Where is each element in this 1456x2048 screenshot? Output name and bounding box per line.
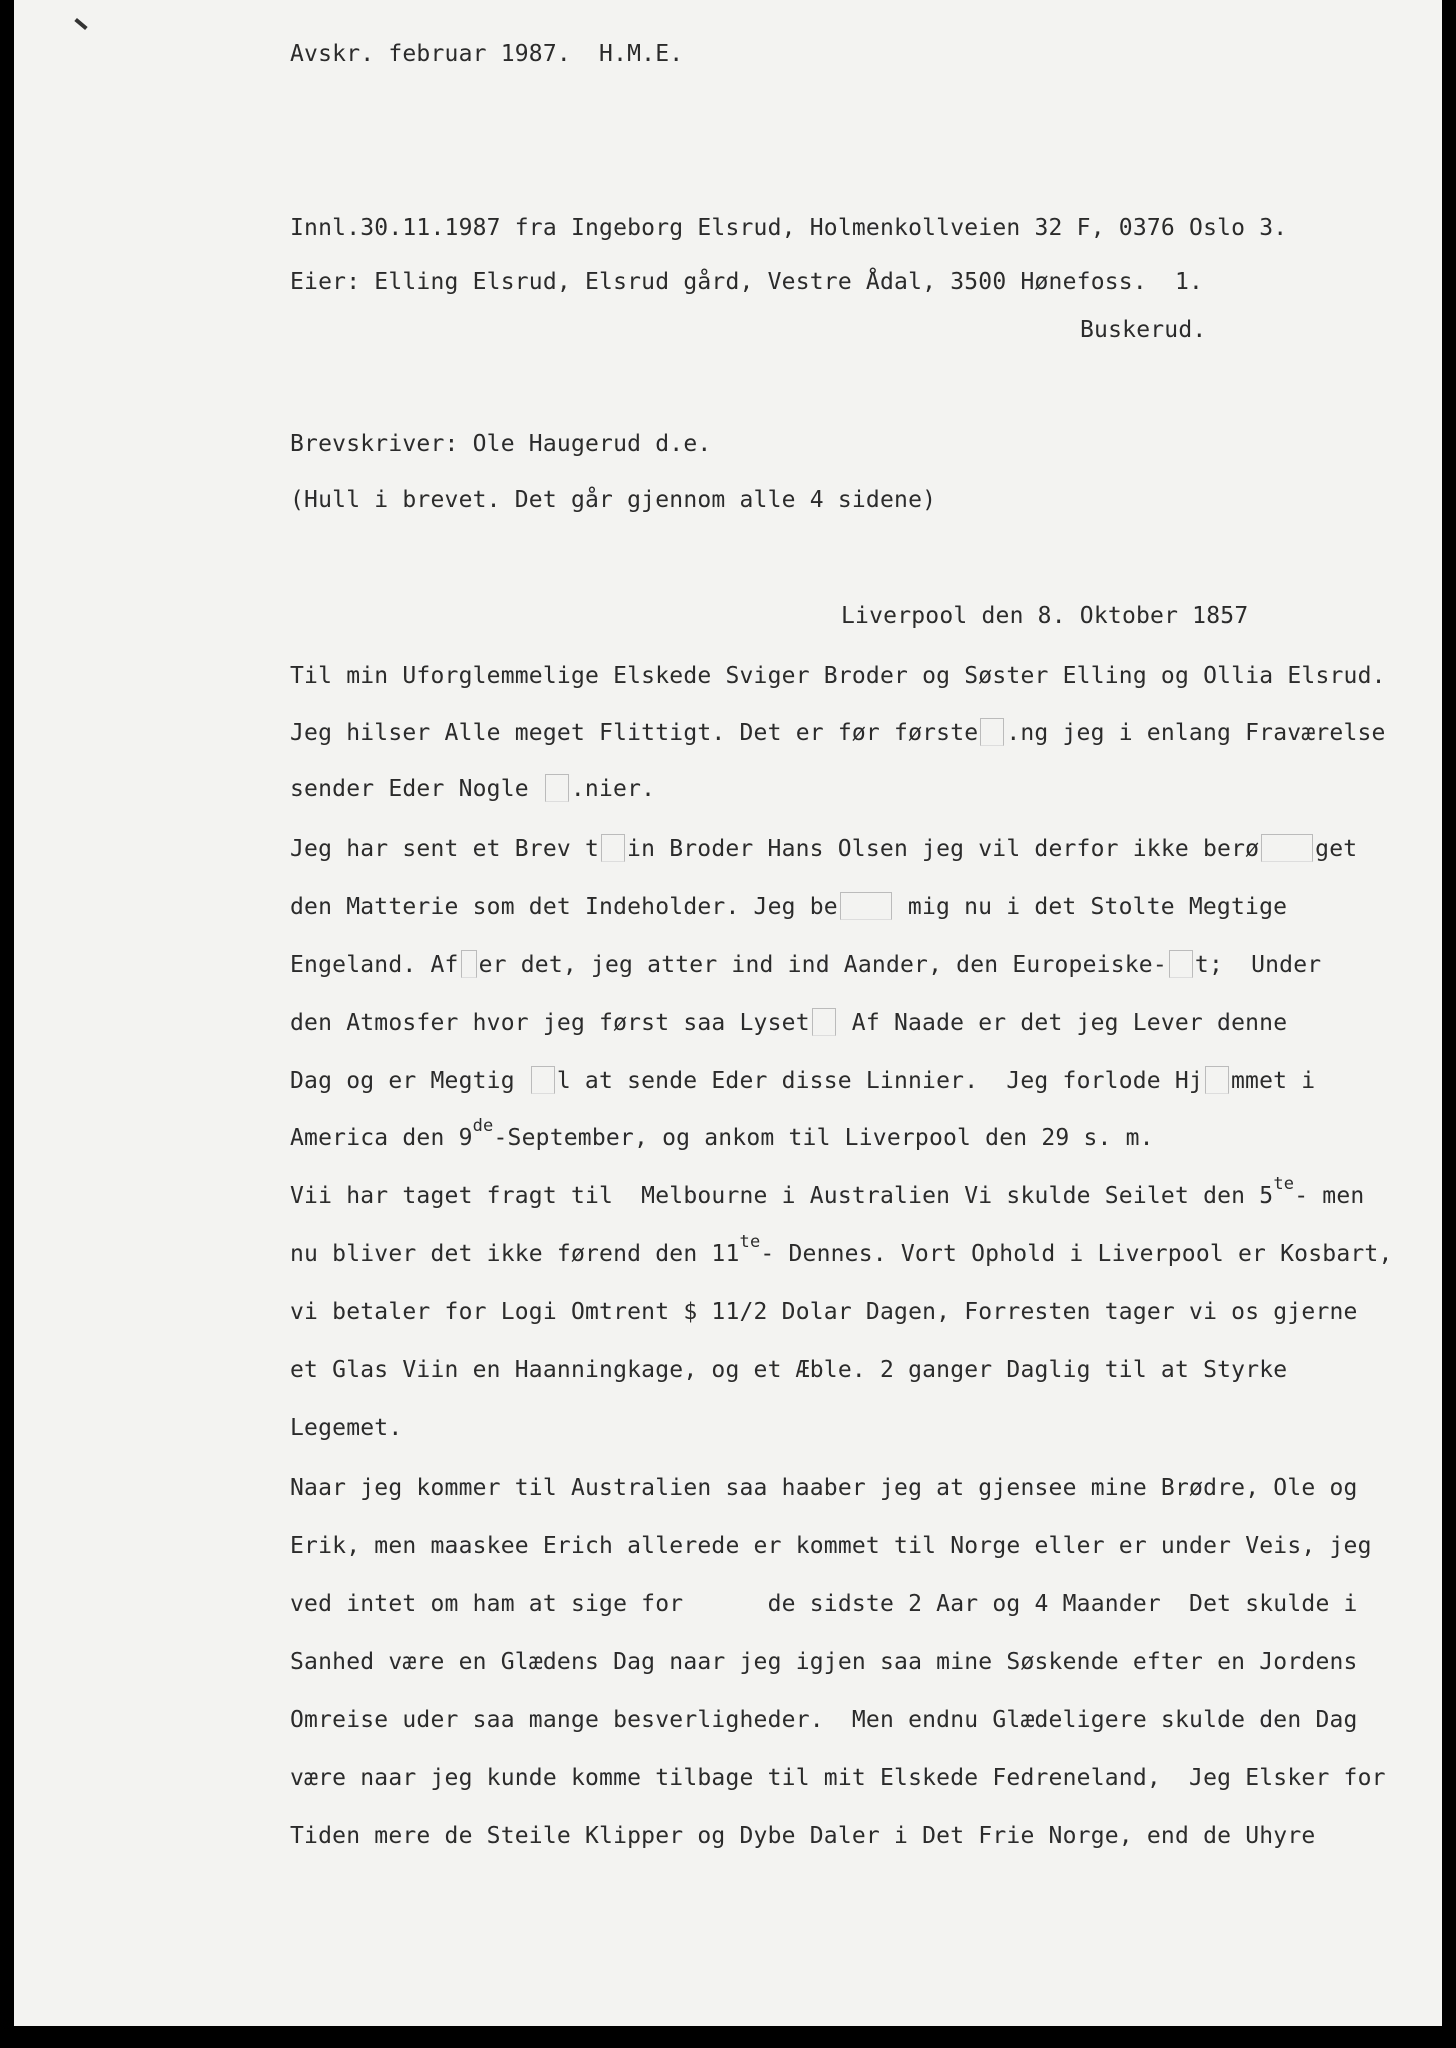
hole-gap bbox=[461, 950, 477, 978]
text-segment: l at sende Eder disse Linnier. Jeg forlode Hj bbox=[556, 1068, 1203, 1094]
text-segment: .ng jeg i enlang Fraværelse bbox=[1006, 720, 1386, 746]
text-segment: mig nu i det Stolte Megtige bbox=[893, 894, 1288, 920]
letter-line bbox=[290, 892, 1287, 921]
text-segment: - Dennes. Vort Ophold i Liverpool er Kosbart, bbox=[760, 1241, 1393, 1267]
letter-line: ved intet om ham at sige for de sidste 2 Aar og 4 Maander Det skulde i bbox=[290, 1591, 1358, 1617]
letter-dateline: Liverpool den 8. Oktober 1857 bbox=[841, 603, 1249, 629]
hole-gap bbox=[980, 718, 1004, 746]
text-segment: den Matterie som det Indeholder. Jeg be bbox=[290, 894, 838, 920]
letter-line bbox=[290, 1116, 1154, 1154]
superscript: te bbox=[1273, 1174, 1295, 1194]
text-segment: nu bliver det ikke førend den 11 bbox=[290, 1241, 740, 1267]
letter-line bbox=[290, 1174, 1365, 1212]
hole-note: (Hull i brevet. Det går gjennom alle 4 sidene) bbox=[290, 487, 937, 513]
text-segment: Dag og er Megtig bbox=[290, 1068, 515, 1094]
text-segment: get bbox=[1315, 836, 1358, 862]
text-segment: den Atmosfer hvor jeg først saa Lyset bbox=[290, 1010, 810, 1036]
hole-gap bbox=[531, 1066, 555, 1094]
writer-line: Brevskriver: Ole Haugerud d.e. bbox=[290, 431, 712, 457]
hole-gap bbox=[1205, 1066, 1229, 1094]
letter-line bbox=[290, 834, 1357, 863]
letter-line: Naar jeg kommer til Australien saa haaber jeg at gjensee mine Brødre, Ole og bbox=[290, 1475, 1358, 1501]
letter-line: Sanhed være en Glædens Dag naar jeg igjen saa mine Søskende efter en Jordens bbox=[290, 1649, 1358, 1675]
hole-gap bbox=[1169, 950, 1193, 978]
hole-gap bbox=[545, 774, 569, 802]
letter-line: Omreise uder saa mange besverligheder. Men endnu Glædeligere skulde den Dag bbox=[290, 1707, 1358, 1733]
superscript: te bbox=[739, 1232, 761, 1252]
letter-line: Til min Uforglemmelige Elskede Sviger Broder og Søster Elling og Ollia Elsrud. bbox=[290, 663, 1386, 689]
text-segment: t; Under bbox=[1194, 952, 1322, 978]
letter-line bbox=[290, 1066, 1315, 1095]
text-segment: sender Eder Nogle bbox=[290, 776, 529, 802]
letter-line: Erik, men maaskee Erich allerede er kommet til Norge eller er under Veis, jeg bbox=[290, 1533, 1372, 1559]
owner-line: Eier: Elling Elsrud, Elsrud gård, Vestre Ådal, 3500 Hønefoss. 1. bbox=[290, 269, 1204, 295]
text-segment: Jeg hilser Alle meget Flittigt. Det er før første bbox=[290, 720, 979, 746]
letter-line bbox=[290, 718, 1386, 747]
corner-mark bbox=[74, 18, 87, 30]
transcription-note: Avskr. februar 1987. H.M.E. bbox=[290, 41, 684, 67]
letter-line bbox=[290, 1232, 1393, 1270]
letter-line bbox=[290, 774, 655, 803]
text-segment: Vii har taget fragt til Melbourne i Australien Vi skulde Seilet den 5 bbox=[290, 1183, 1274, 1209]
text-segment: Af Naade er det jeg Lever denne bbox=[837, 1010, 1288, 1036]
text-segment: -September, og ankom til Liverpool den 29 s. m. bbox=[493, 1125, 1154, 1151]
text-segment: .nier. bbox=[570, 776, 656, 802]
text-segment: Jeg har sent et Brev t bbox=[290, 836, 600, 862]
county-line: Buskerud. bbox=[1080, 317, 1207, 343]
text-segment: er det, jeg atter ind ind Aander, den Europeiske- bbox=[478, 952, 1167, 978]
letter-line: Legemet. bbox=[290, 1415, 403, 1441]
letter-line: være naar jeg kunde komme tilbage til mit Elskede Fedreneland, Jeg Elsker for bbox=[290, 1765, 1386, 1791]
text-segment: mmet i bbox=[1231, 1068, 1316, 1094]
letter-line: vi betaler for Logi Omtrent $ 11/2 Dolar Dagen, Forresten tager vi os gjerne bbox=[290, 1299, 1358, 1325]
letter-line bbox=[290, 1008, 1287, 1037]
hole-gap bbox=[1261, 834, 1313, 862]
text-segment: America den 9 bbox=[290, 1125, 473, 1151]
superscript: de bbox=[472, 1116, 494, 1136]
hole-gap bbox=[840, 892, 892, 920]
letter-line: et Glas Viin en Haanningkage, og et Æble. 2 ganger Daglig til at Styrke bbox=[290, 1357, 1288, 1383]
letter-line bbox=[290, 950, 1321, 979]
text-segment: - men bbox=[1294, 1183, 1365, 1209]
document-page bbox=[14, 0, 1442, 2026]
received-line: Innl.30.11.1987 fra Ingeborg Elsrud, Holmenkollveien 32 F, 0376 Oslo 3. bbox=[290, 215, 1288, 241]
letter-line: Tiden mere de Steile Klipper og Dybe Daler i Det Frie Norge, end de Uhyre bbox=[290, 1823, 1316, 1849]
text-segment: Engeland. Af bbox=[290, 952, 459, 978]
hole-gap bbox=[601, 834, 625, 862]
hole-gap bbox=[812, 1008, 836, 1036]
text-segment: in Broder Hans Olsen jeg vil derfor ikke berø bbox=[627, 836, 1260, 862]
